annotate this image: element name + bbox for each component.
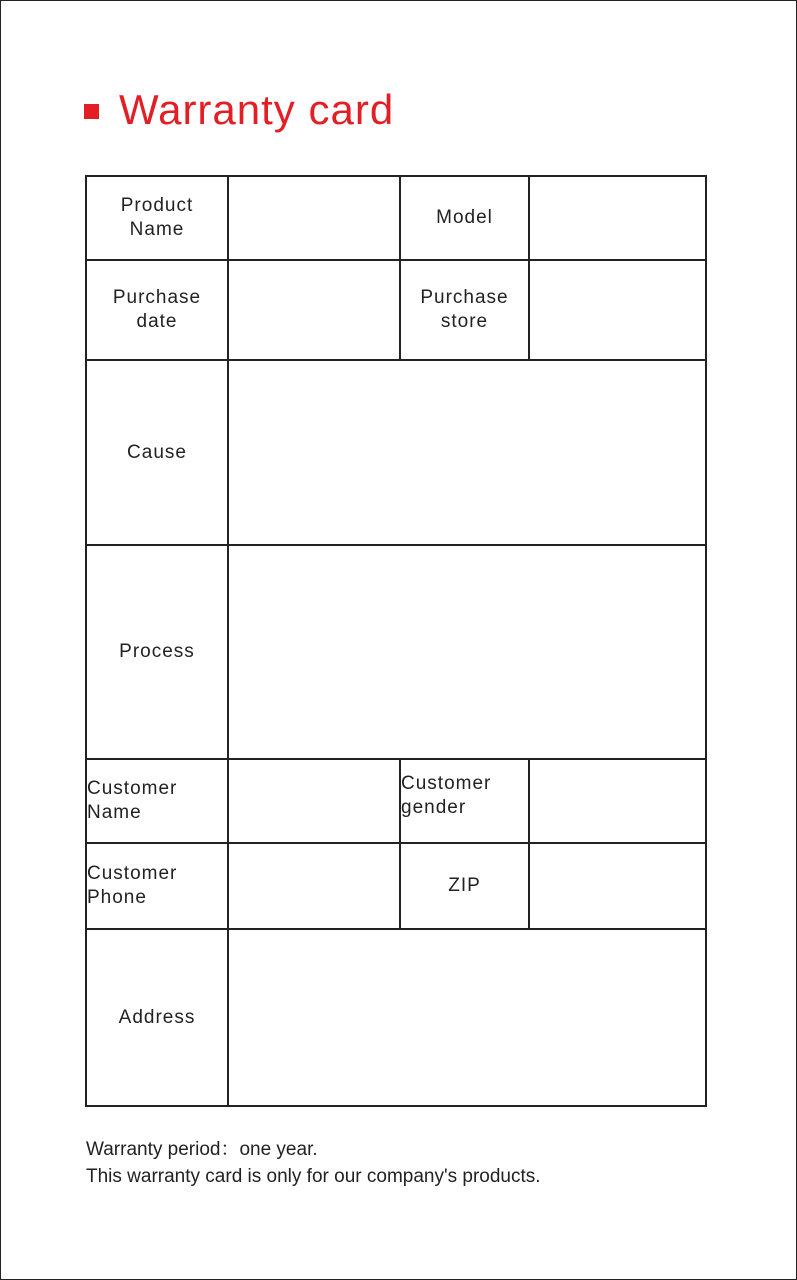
purchase-date-label: Purchase date [86,260,228,360]
customer-name-label: Customer Name [86,759,228,843]
cause-label: Cause [86,360,228,545]
table-row [86,929,706,1106]
process-field[interactable] [228,545,706,759]
purchase-date-field[interactable] [228,260,400,360]
zip-label: ZIP [400,843,529,929]
customer-phone-label: Customer Phone [86,843,228,929]
customer-phone-field[interactable] [228,843,400,929]
address-label: Address [86,929,228,1106]
zip-field[interactable] [529,843,706,929]
warranty-form-table [85,175,707,1107]
purchase-store-label: Purchase store [400,260,529,360]
table-row [86,759,706,843]
page-title: Warranty card [119,86,395,133]
table-row [86,260,706,360]
process-label: Process [86,545,228,759]
customer-name-field[interactable] [228,759,400,843]
customer-gender-label: Customer gender [400,759,529,843]
warranty-period-text: Warranty period：one year. [86,1139,318,1160]
bullet-square-icon [84,104,99,119]
model-field[interactable] [529,176,706,260]
table-row [86,360,706,545]
product-name-field[interactable] [228,176,400,260]
purchase-store-field[interactable] [529,260,706,360]
table-row [86,545,706,759]
model-label: Model [400,176,529,260]
address-field[interactable] [228,929,706,1106]
product-name-label: Product Name [86,176,228,260]
customer-gender-field[interactable] [529,759,706,843]
cause-field[interactable] [228,360,706,545]
warranty-scope-text: This warranty card is only for our company's products. [86,1166,541,1187]
footer-notes [86,1136,541,1190]
table-row [86,176,706,260]
table-row [86,843,706,929]
title-block [84,86,394,134]
